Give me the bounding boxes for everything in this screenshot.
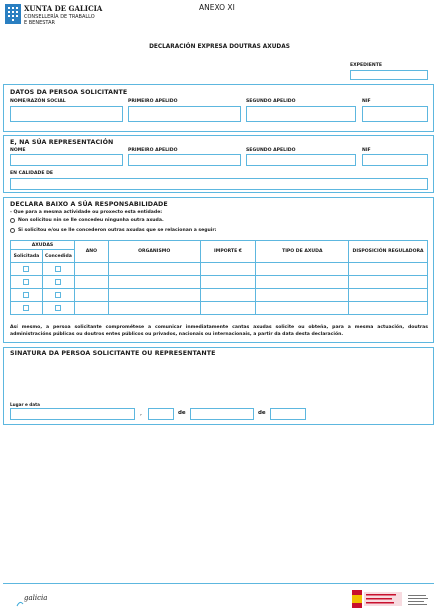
place-input[interactable] (10, 408, 135, 420)
day-input[interactable] (148, 408, 174, 420)
th-disposicion: DISPOSICIÓN REGULADORA (349, 241, 428, 263)
organismo-cell[interactable] (108, 276, 200, 289)
concedida-checkbox[interactable] (55, 292, 61, 298)
rep-name-label: NOME (10, 148, 26, 153)
solicitada-checkbox[interactable] (23, 305, 29, 311)
table-row (11, 263, 428, 276)
rep-surname1-input[interactable] (128, 154, 241, 166)
th-concedida: Concedida (42, 250, 74, 263)
disposicion-cell[interactable] (349, 302, 428, 315)
organismo-cell[interactable] (108, 302, 200, 315)
declaration-intro: - Que para a mesma actividade ou proxecto esta entidade: (10, 210, 163, 215)
rep-name-input[interactable] (10, 154, 123, 166)
logo-title: XUNTA DE GALICIA (24, 4, 103, 13)
ministry-logo (352, 590, 404, 608)
importe-cell[interactable] (200, 263, 256, 276)
applicant-surname1-label: PRIMEIRO APELIDO (128, 99, 178, 104)
importe-cell[interactable] (200, 289, 256, 302)
disposicion-cell[interactable] (349, 263, 428, 276)
applicant-surname2-label: SEGUNDO APELIDO (246, 99, 296, 104)
logo-dept-line2: E BENESTAR (24, 20, 55, 26)
organismo-cell[interactable] (108, 289, 200, 302)
th-tipo: TIPO DE AXUDA (256, 241, 349, 263)
rep-surname2-input[interactable] (246, 154, 356, 166)
logo-dept-line1: CONSELLERÍA DE TRABALLO (24, 14, 95, 20)
table-row (11, 276, 428, 289)
annex-label: ANEXO XI (199, 3, 235, 12)
rep-nif-label: NIF (362, 148, 371, 153)
th-importe: IMPORTE € (200, 241, 256, 263)
rep-surname2-label: SEGUNDO APELIDO (246, 148, 296, 153)
aids-table (10, 240, 428, 315)
applicant-name-label: NOME/RAZÓN SOCIAL (10, 99, 66, 104)
footer-divider (3, 583, 434, 584)
th-organismo: ORGANISMO (108, 241, 200, 263)
comma-separator: , (140, 410, 142, 417)
commitment-text: Así mesmo, a persoa solicitante comprométese a comunicar inmediatamente cantas axudas solicite ou obteña, para a mesma actuación, doutras administracións públicas ou doutros entes públicos ou privados, nacionais ou internacionais, a partir da data desta declaración. (10, 325, 428, 337)
galicia-swirl-icon (16, 593, 24, 601)
option-none-label: Non solicitou nin se lle concedeu ningunha outra axuda. (18, 218, 164, 223)
applicant-title: DATOS DA PERSOA SOLICITANTE (10, 89, 128, 96)
representative-title: E, NA SÚA REPRESENTACIÓN (10, 139, 114, 146)
applicant-nif-label: NIF (362, 99, 371, 104)
signature-title: SINATURA DA PERSOA SOLICITANTE OU REPRESENTANTE (10, 350, 216, 357)
ano-cell[interactable] (74, 276, 108, 289)
de-label-2: de (258, 410, 266, 416)
applicant-name-input[interactable] (10, 106, 123, 122)
ano-cell[interactable] (74, 289, 108, 302)
option-none-radio[interactable] (10, 218, 15, 223)
option-other-label: Si solicitou e/ou se lle concederon outras axudas que se relacionan a seguir: (18, 228, 217, 233)
expediente-field[interactable] (350, 70, 428, 80)
solicitada-checkbox[interactable] (23, 292, 29, 298)
table-row (11, 289, 428, 302)
tipo-cell[interactable] (256, 263, 349, 276)
rep-capacity-input[interactable] (10, 178, 428, 190)
galicia-footer-logo: galicia (24, 594, 48, 602)
ano-cell[interactable] (74, 263, 108, 276)
de-label-1: de (178, 410, 186, 416)
tipo-cell[interactable] (256, 302, 349, 315)
tipo-cell[interactable] (256, 289, 349, 302)
applicant-surname2-input[interactable] (246, 106, 356, 122)
table-row (11, 302, 428, 315)
disposicion-cell[interactable] (349, 289, 428, 302)
document-title: DECLARACIÓN EXPRESA DOUTRAS AXUDAS (149, 44, 290, 50)
importe-cell[interactable] (200, 302, 256, 315)
place-date-label: Lugar e data (10, 402, 40, 407)
solicitada-checkbox[interactable] (23, 266, 29, 272)
declaration-title: DECLARA BAIXO A SÚA RESPONSABILIDADE (10, 201, 168, 208)
month-input[interactable] (190, 408, 254, 420)
applicant-nif-input[interactable] (362, 106, 428, 122)
th-ano: ANO (74, 241, 108, 263)
solicitada-checkbox[interactable] (23, 279, 29, 285)
th-axudas: AXUDAS (11, 241, 75, 250)
secondary-logo (408, 592, 430, 606)
expediente-label: EXPEDIENTE (350, 63, 382, 68)
ano-cell[interactable] (74, 302, 108, 315)
organismo-cell[interactable] (108, 263, 200, 276)
concedida-checkbox[interactable] (55, 279, 61, 285)
year-input[interactable] (270, 408, 306, 420)
disposicion-cell[interactable] (349, 276, 428, 289)
tipo-cell[interactable] (256, 276, 349, 289)
rep-nif-input[interactable] (362, 154, 428, 166)
applicant-surname1-input[interactable] (128, 106, 241, 122)
xunta-logo (5, 4, 21, 24)
rep-capacity-label: EN CALIDADE DE (10, 171, 54, 176)
th-solicitada: Solicitada (11, 250, 43, 263)
option-other-radio[interactable] (10, 228, 15, 233)
concedida-checkbox[interactable] (55, 305, 61, 311)
importe-cell[interactable] (200, 276, 256, 289)
rep-surname1-label: PRIMEIRO APELIDO (128, 148, 178, 153)
concedida-checkbox[interactable] (55, 266, 61, 272)
